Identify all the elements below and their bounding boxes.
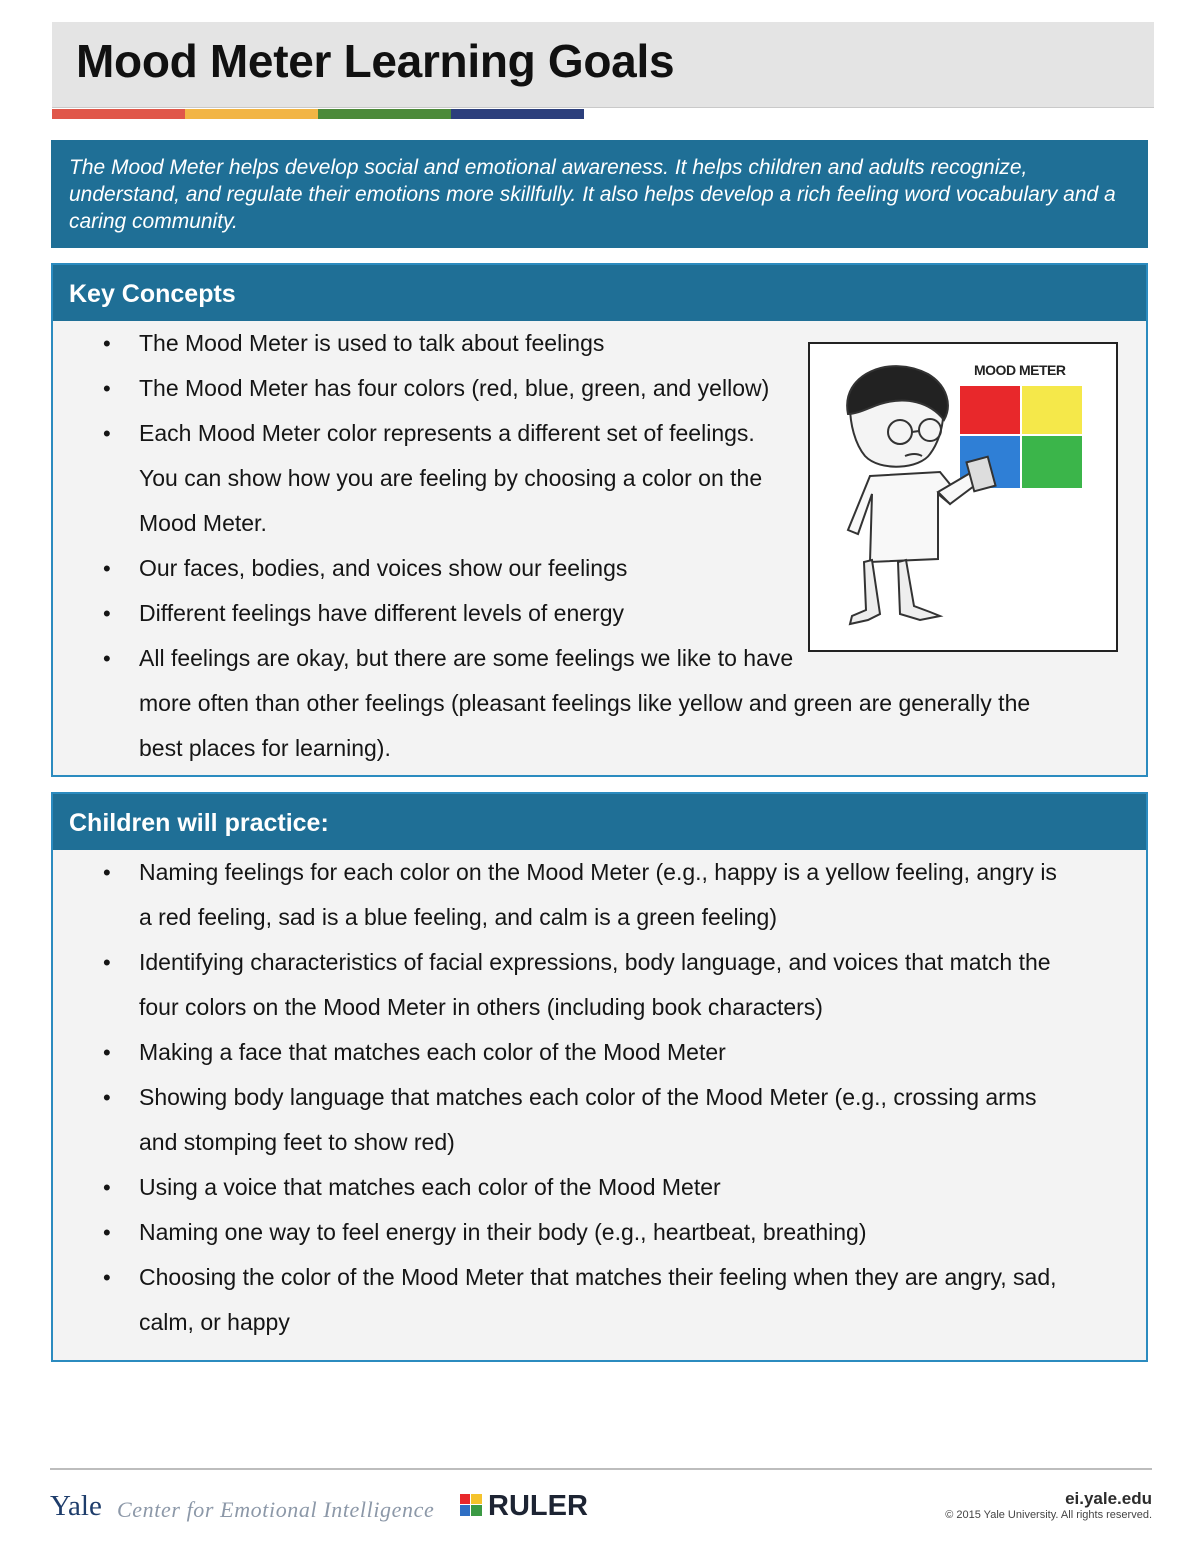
mood-meter-label: MOOD METER	[974, 362, 1066, 378]
title-bar	[52, 22, 1154, 108]
ruler-logo-icon	[460, 1494, 482, 1516]
list-item-continuation: • four colors on the Mood Meter in others (including book characters)	[53, 985, 1146, 1030]
quadrant-red	[960, 386, 1020, 434]
mood-meter-illustration	[808, 342, 1118, 652]
center-name: Center for Emotional Intelligence	[117, 1497, 435, 1522]
practice-list	[53, 850, 1146, 1345]
intro-box	[51, 140, 1148, 248]
intro-text: The Mood Meter helps develop social and emotional awareness. It helps children and adults recognize, understand, and regulate their emotions more skillfully. It also helps develop a rich feeling word vocabulary and a caring community.	[69, 156, 1116, 233]
strip-yellow	[185, 109, 318, 119]
list-item-continuation: • a red feeling, sad is a blue feeling, and calm is a green feeling)	[53, 895, 1146, 940]
list-item-continuation: • best places for learning).	[53, 726, 1146, 771]
list-item: • Each Mood Meter color represents a different set of feelings.	[53, 411, 1146, 456]
list-item: • Showing body language that matches each color of the Mood Meter (e.g., crossing arms	[53, 1075, 1146, 1120]
list-item: • You can show how you are feeling by choosing a color on the	[53, 456, 1146, 501]
list-item-continuation: • more often than other feelings (pleasant feelings like yellow and green are generally the	[53, 681, 1146, 726]
list-item: • Naming one way to feel energy in their body (e.g., heartbeat, breathing)	[53, 1210, 1146, 1255]
color-strip	[52, 109, 584, 119]
list-item: • Our faces, bodies, and voices show our feelings	[53, 546, 1146, 591]
practice-heading: Children will practice:	[53, 794, 1146, 850]
list-item-continuation: • Mood Meter.	[53, 501, 1146, 546]
strip-blue	[451, 109, 584, 119]
list-item: • Making a face that matches each color of the Mood Meter	[53, 1030, 1146, 1075]
page-title: Mood Meter Learning Goals	[76, 35, 675, 87]
boy-with-mood-meter-image	[810, 344, 1116, 650]
list-item-continuation: • and stomping feet to show red)	[53, 1120, 1146, 1165]
website-url[interactable]: ei.yale.edu	[1065, 1489, 1152, 1508]
list-item: • Identifying characteristics of facial expressions, body language, and voices that match the	[53, 940, 1146, 985]
quadrant-yellow	[1022, 386, 1082, 434]
list-item: • The Mood Meter is used to talk about feelings	[53, 321, 1146, 366]
strip-red	[52, 109, 185, 119]
list-item: • Choosing the color of the Mood Meter that matches their feeling when they are angry, sad,	[53, 1255, 1146, 1300]
ruler-logo-text: RULER	[488, 1490, 588, 1522]
practice-panel	[51, 792, 1148, 1362]
list-item: • Naming feelings for each color on the Mood Meter (e.g., happy is a yellow feeling, angry is	[53, 850, 1146, 895]
title-divider	[52, 107, 1154, 108]
copyright-notice: © 2015 Yale University. All rights reserved.	[945, 1509, 1152, 1521]
key-concepts-heading: Key Concepts	[53, 265, 1146, 321]
list-item-continuation: • calm, or happy	[53, 1300, 1146, 1345]
list-item: • Different feelings have different levels of energy	[53, 591, 1146, 636]
list-item: • The Mood Meter has four colors (red, blue, green, and yellow)	[53, 366, 1146, 411]
quadrant-green	[1022, 436, 1082, 488]
list-item: • Using a voice that matches each color of the Mood Meter	[53, 1165, 1146, 1210]
strip-green	[318, 109, 451, 119]
yale-logo-text: Yale	[50, 1490, 102, 1522]
footer-divider	[50, 1468, 1152, 1470]
list-item: • All feelings are okay, but there are some feelings we like to have	[53, 636, 1146, 681]
